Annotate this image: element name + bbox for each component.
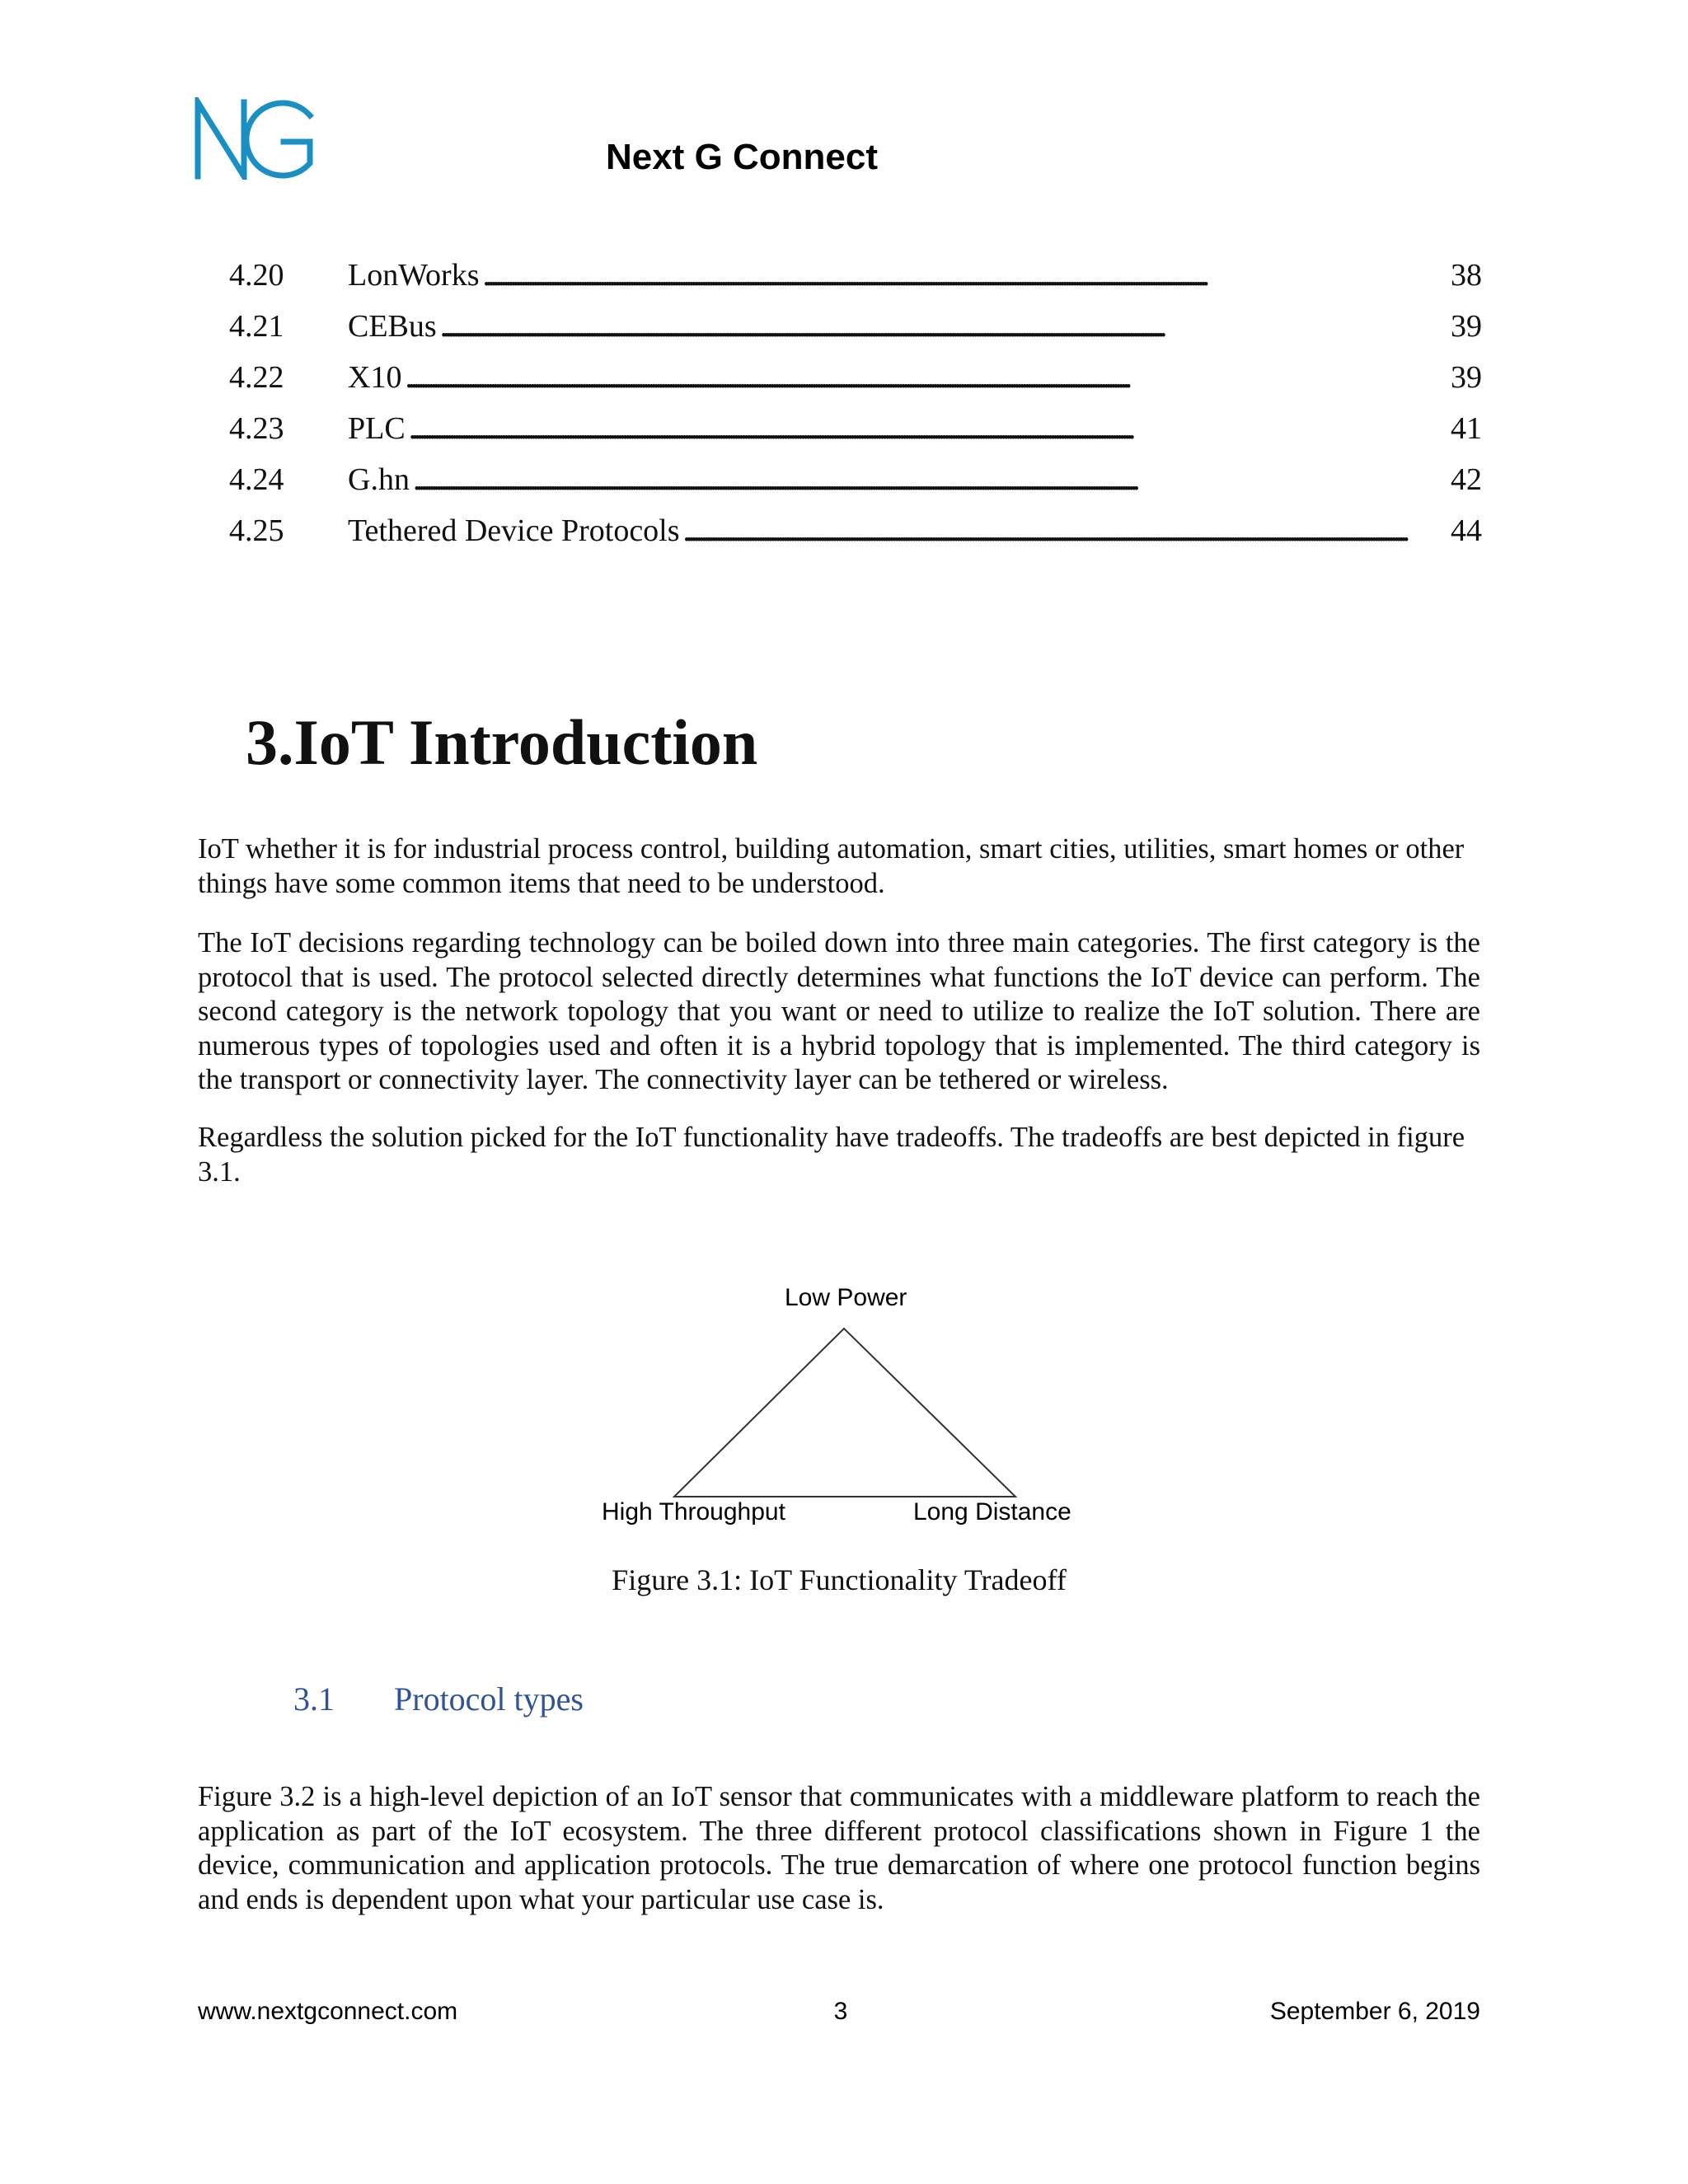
section-title: Protocol types [394,1680,584,1718]
toc-entry-page: 42 [1451,462,1482,497]
diagram-label-low-power: Low Power [785,1284,907,1311]
section-number: 3.1 [293,1680,335,1718]
toc-entry[interactable] [229,359,1482,410]
diagram-label-high-throughput: High Throughput [602,1498,785,1526]
toc-entry[interactable] [229,462,1482,513]
toc-entry-number: 4.20 [229,258,284,293]
toc-dot-leader [409,410,1447,447]
toc-entry-title: CEBus [348,309,437,344]
diagram-label-long-distance: Long Distance [913,1498,1071,1526]
section-heading [293,1680,584,1718]
toc-entry-number: 4.24 [229,462,284,497]
figure-caption: Figure 3.1: IoT Functionality Tradeoff [612,1563,1067,1596]
toc-entry[interactable] [229,410,1482,462]
toc-entry-page: 41 [1451,411,1482,446]
paragraph-categories: The IoT decisions regarding technology can be boiled down into three main categories. The first category is the protocol that is used. The protocol selected directly determines what functions the IoT device can perform. The second category is the network topology that you want or need to utilize to realize the IoT solution. There are numerous types of topologies used and often it is a hybrid topology that is implemented. The third category is the transport or connectivity layer. The connectivity layer can be tethered or wireless. [198,927,1480,1095]
paragraph-intro: IoT whether it is for industrial process control, building automation, smart cities, utilities, smart homes or other things have some common items that need to be understood. [198,833,1465,899]
tradeoff-triangle [674,1329,1015,1497]
toc-entry-title: PLC [348,411,406,446]
toc-entry-title: Tethered Device Protocols [348,513,680,548]
toc-dot-leader [440,308,1447,344]
toc-entry-page: 38 [1451,258,1482,293]
toc-entry-number: 4.21 [229,309,284,344]
toc-entry-page: 39 [1451,360,1482,395]
table-of-contents [229,257,1482,564]
toc-dot-leader [405,359,1447,396]
toc-entry-number: 4.23 [229,411,284,446]
toc-dot-leader [413,462,1447,498]
toc-entry[interactable] [229,257,1482,308]
toc-dot-leader [683,513,1447,549]
toc-dot-leader [482,257,1447,293]
header-title: Next G Connect [605,137,879,177]
toc-entry-page: 44 [1451,513,1482,548]
footer-date: September 6, 2019 [1269,1998,1480,2025]
toc-entry-title: LonWorks [348,258,480,293]
footer-website: www.nextgconnect.com [198,1998,458,2025]
toc-entry[interactable] [229,513,1482,564]
toc-entry-number: 4.25 [229,513,284,548]
chapter-heading: 3.IoT Introduction [246,706,758,778]
toc-entry-title: G.hn [348,462,410,497]
toc-entry[interactable] [229,308,1482,359]
paragraph-protocol-types: Figure 3.2 is a high-level depiction of an IoT sensor that communicates with a middleware platform to reach the application as part of the IoT ecosystem. The three different protocol classifications shown in Figure 1 the device, communication and application protocols. The true demarcation of where one protocol function begins and ends is dependent upon what your particular use case is. [198,1781,1480,1915]
toc-entry-number: 4.22 [229,360,284,395]
paragraph-tradeoffs: Regardless the solution picked for the IoT functionality have tradeoffs. The tradeoffs are best depicted in figure 3.1. [198,1122,1465,1188]
footer-page-number: 3 [833,1998,848,2025]
toc-entry-title: X10 [348,360,402,395]
toc-entry-page: 39 [1451,309,1482,344]
